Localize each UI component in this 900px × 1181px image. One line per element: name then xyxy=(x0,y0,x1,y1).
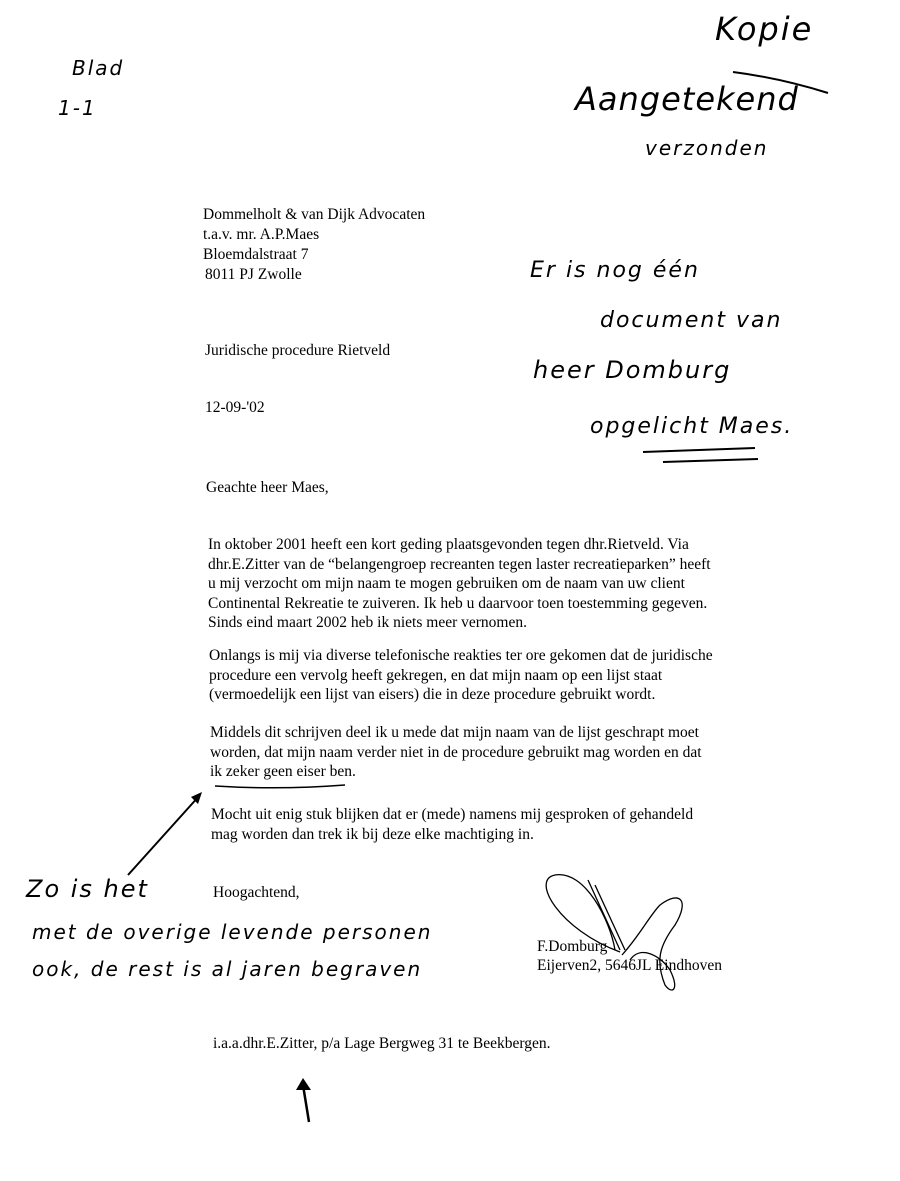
paragraph-line: Middels dit schrijven deel ik u mede dat mijn naam van de lijst geschrapt moet xyxy=(210,724,699,741)
handwritten-kopie: Kopie xyxy=(715,10,814,48)
text-underline xyxy=(215,785,345,788)
handwritten-rest-begraven: ook, de rest is al jaren begraven xyxy=(32,957,423,981)
paragraph-line: Onlangs is mij via diverse telefonische reakties ter ore gekomen dat de juridische xyxy=(209,647,713,664)
paragraph-line: u mij verzocht om mijn naam te mogen gebruiken om de naam van uw client xyxy=(208,575,685,592)
handwritten-note-line-3: heer Domburg xyxy=(533,356,732,384)
handwritten-overige-personen: met de overige levende personen xyxy=(32,920,433,944)
paragraph-line: ik zeker geen eiser ben. xyxy=(210,763,356,780)
paragraph-line: Sinds eind maart 2002 heb ik niets meer vernomen. xyxy=(208,614,527,631)
letter-date: 12-09-'02 xyxy=(205,399,265,416)
paragraph-3 xyxy=(210,723,702,782)
paragraph-line: mag worden dan trek ik bij deze elke machtiging in. xyxy=(211,825,534,843)
handwritten-note-line-2: document van xyxy=(600,308,783,333)
handwritten-verzonden: verzonden xyxy=(645,136,769,160)
paragraph-line: Mocht uit enig stuk blijken dat er (mede) namens mij gesproken of gehandeld xyxy=(211,806,694,823)
handwritten-aangetekend: Aangetekend xyxy=(575,80,799,118)
paragraph-line: dhr.E.Zitter van de “belangengroep recreanten tegen laster recreatieparken” heeft xyxy=(208,555,711,573)
salutation: Geachte heer Maes, xyxy=(206,479,329,496)
paragraph-line: (vermoedelijk een lijst van eisers) die in deze procedure gebruikt wordt. xyxy=(209,686,656,703)
sender-address: Eijerven2, 5646JL Eindhoven xyxy=(537,957,722,974)
note-underline-1 xyxy=(643,448,755,452)
arrow-up-right-icon xyxy=(128,792,202,875)
closing: Hoogachtend, xyxy=(213,884,300,901)
recipient-line-4: 8011 PJ Zwolle xyxy=(205,266,302,283)
recipient-line-1: Dommelholt & van Dijk Advocaten xyxy=(203,206,426,223)
paragraph-line: procedure een vervolg heeft gekregen, en dat mijn naam op een lijst staat xyxy=(209,666,663,684)
paragraph-line: worden, dat mijn naam verder niet in de procedure gebruikt mag worden en dat xyxy=(210,743,702,761)
handwritten-zo-is-het: Zo is het xyxy=(26,875,149,903)
paragraph-1 xyxy=(208,535,711,633)
paragraph-2 xyxy=(209,646,713,705)
note-underline-2 xyxy=(663,459,758,462)
paragraph-line: Continental Rekreatie te zuiveren. Ik heb u daarvoor toen toestemming gegeven. xyxy=(208,594,708,612)
recipient-line-3: Bloemdalstraat 7 xyxy=(203,246,309,263)
handwritten-blad: Blad xyxy=(72,56,125,80)
paragraph-line: In oktober 2001 heeft een kort geding plaatsgevonden tegen dhr.Rietveld. Via xyxy=(208,536,689,553)
handwritten-page-number: 1-1 xyxy=(58,96,97,120)
arrow-up-icon xyxy=(296,1078,311,1122)
paragraph-4 xyxy=(211,805,693,844)
subject-line: Juridische procedure Rietveld xyxy=(205,342,391,359)
footer-cc: i.a.a.dhr.E.Zitter, p/a Lage Bergweg 31 te Beekbergen. xyxy=(213,1035,551,1052)
handwritten-note-line-1: Er is nog één xyxy=(530,258,700,283)
sender-name: F.Domburg xyxy=(537,938,608,955)
handwritten-note-line-4: opgelicht Maes. xyxy=(590,414,794,439)
recipient-line-2: t.a.v. mr. A.P.Maes xyxy=(203,226,320,243)
